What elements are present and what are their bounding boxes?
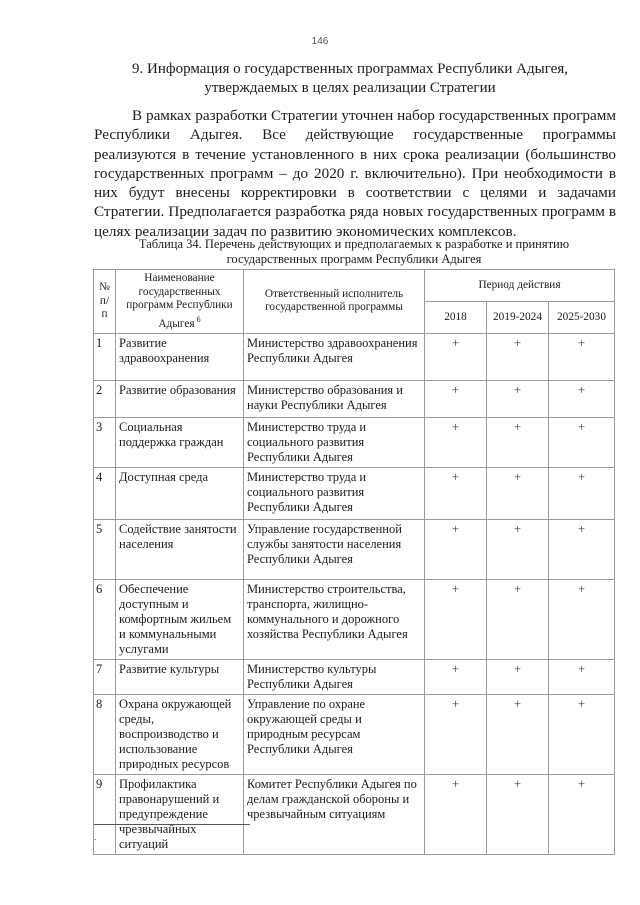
- row-period-2018: +: [425, 774, 487, 854]
- row-program-name: Охрана окружающей среды, воспроизводство и использование природных ресурсов: [116, 694, 244, 774]
- row-executor: Министерство строительства, транспорта, жилищно-коммунального и дорожного хозяйства Республики Адыгея: [244, 579, 425, 659]
- row-period-2019-2024: +: [487, 467, 549, 519]
- row-period-2019-2024: +: [487, 694, 549, 774]
- programs-table: [93, 269, 615, 855]
- footnote-mark: .: [94, 832, 97, 842]
- row-executor: Комитет Республики Адыгея по делам гражданской обороны и чрезвычайным ситуациям: [244, 774, 425, 854]
- row-period-2025-2030: +: [549, 333, 615, 380]
- header-num: № п/п: [94, 270, 116, 334]
- row-period-2025-2030: +: [549, 417, 615, 467]
- row-num: 3: [94, 417, 116, 467]
- row-period-2018: +: [425, 694, 487, 774]
- row-executor: Министерство здравоохранения Республики Адыгея: [244, 333, 425, 380]
- row-executor: Управление по охране окружающей среды и природным ресурсам Республики Адыгея: [244, 694, 425, 774]
- row-executor: Министерство образования и науки Республики Адыгея: [244, 380, 425, 417]
- row-num: 6: [94, 579, 116, 659]
- row-period-2019-2024: +: [487, 380, 549, 417]
- table-caption: [92, 237, 616, 267]
- row-period-2019-2024: +: [487, 417, 549, 467]
- row-num: 9: [94, 774, 116, 854]
- header-name-footnote: 6: [196, 314, 201, 324]
- table-header-row: [94, 270, 615, 302]
- row-period-2025-2030: +: [549, 579, 615, 659]
- footnote-divider: [94, 824, 250, 825]
- row-period-2019-2024: +: [487, 333, 549, 380]
- row-period-2019-2024: +: [487, 774, 549, 854]
- row-period-2018: +: [425, 579, 487, 659]
- row-program-name: Содействие занятости населения: [116, 519, 244, 579]
- row-program-name: Профилактика правонарушений и предупреждение чрезвычайных ситуаций: [116, 774, 244, 854]
- row-program-name: Развитие культуры: [116, 659, 244, 694]
- section-heading-line-1: 9. Информация о государственных программах Республики Адыгея,: [132, 61, 568, 77]
- table-caption-line-2: государственных программ Республики Адыгея: [226, 252, 482, 266]
- row-period-2019-2024: +: [487, 659, 549, 694]
- table-row: [94, 380, 615, 417]
- table-row: [94, 333, 615, 380]
- row-num: 8: [94, 694, 116, 774]
- row-program-name: Социальная поддержка граждан: [116, 417, 244, 467]
- table-row: [94, 579, 615, 659]
- page-number: 146: [311, 36, 329, 47]
- row-num: 4: [94, 467, 116, 519]
- header-name: [116, 270, 244, 334]
- row-period-2025-2030: +: [549, 380, 615, 417]
- header-year-2019-2024: 2019-2024: [487, 301, 549, 333]
- row-executor: Министерство труда и социального развития Республики Адыгея: [244, 417, 425, 467]
- row-num: 1: [94, 333, 116, 380]
- row-period-2018: +: [425, 467, 487, 519]
- section-heading-line-2: утверждаемых в целях реализации Стратегии: [204, 80, 496, 96]
- section-heading: [90, 60, 610, 98]
- row-period-2025-2030: +: [549, 519, 615, 579]
- row-num: 5: [94, 519, 116, 579]
- row-program-name: Развитие здравоохранения: [116, 333, 244, 380]
- row-period-2018: +: [425, 417, 487, 467]
- row-program-name: Обеспечение доступным и комфортным жильем и коммунальными услугами: [116, 579, 244, 659]
- row-executor: Министерство труда и социального развития Республики Адыгея: [244, 467, 425, 519]
- header-year-2018: 2018: [425, 301, 487, 333]
- row-period-2018: +: [425, 380, 487, 417]
- row-executor: Управление государственной службы занятости населения Республики Адыгея: [244, 519, 425, 579]
- header-name-text: Наименование государственных программ Республики Адыгея: [126, 272, 233, 330]
- table-row: [94, 467, 615, 519]
- row-period-2019-2024: +: [487, 579, 549, 659]
- row-period-2019-2024: +: [487, 519, 549, 579]
- row-period-2025-2030: +: [549, 659, 615, 694]
- header-executor: Ответственный исполнитель государственной программы: [244, 270, 425, 334]
- row-num: 7: [94, 659, 116, 694]
- intro-paragraph: В рамках разработки Стратегии уточнен набор государственных программ Республики Адыгея. Все действующие государственные программы реализуются в течение установленного в них срока реализации (большинство государственных программ – до 2020 г. включительно). При необходимости в них будут внесены корректировки в соответствии с целями и задачами Стратегии. Предполагается разработка ряда новых государственных программ в целях реализации задач по развитию экономических комплексов.: [94, 107, 616, 240]
- row-period-2018: +: [425, 333, 487, 380]
- header-year-2025-2030: 2025-2030: [549, 301, 615, 333]
- row-period-2025-2030: +: [549, 467, 615, 519]
- row-executor: Министерство культуры Республики Адыгея: [244, 659, 425, 694]
- row-period-2018: +: [425, 659, 487, 694]
- row-program-name: Доступная среда: [116, 467, 244, 519]
- row-period-2018: +: [425, 519, 487, 579]
- table-row: [94, 417, 615, 467]
- row-num: 2: [94, 380, 116, 417]
- table-row: [94, 659, 615, 694]
- header-period: Период действия: [425, 270, 615, 302]
- row-period-2025-2030: +: [549, 774, 615, 854]
- table-row: [94, 774, 615, 854]
- table-row: [94, 519, 615, 579]
- row-period-2025-2030: +: [549, 694, 615, 774]
- row-program-name: Развитие образования: [116, 380, 244, 417]
- table-caption-line-1: Таблица 34. Перечень действующих и предполагаемых к разработке и принятию: [138, 237, 570, 251]
- table-row: [94, 694, 615, 774]
